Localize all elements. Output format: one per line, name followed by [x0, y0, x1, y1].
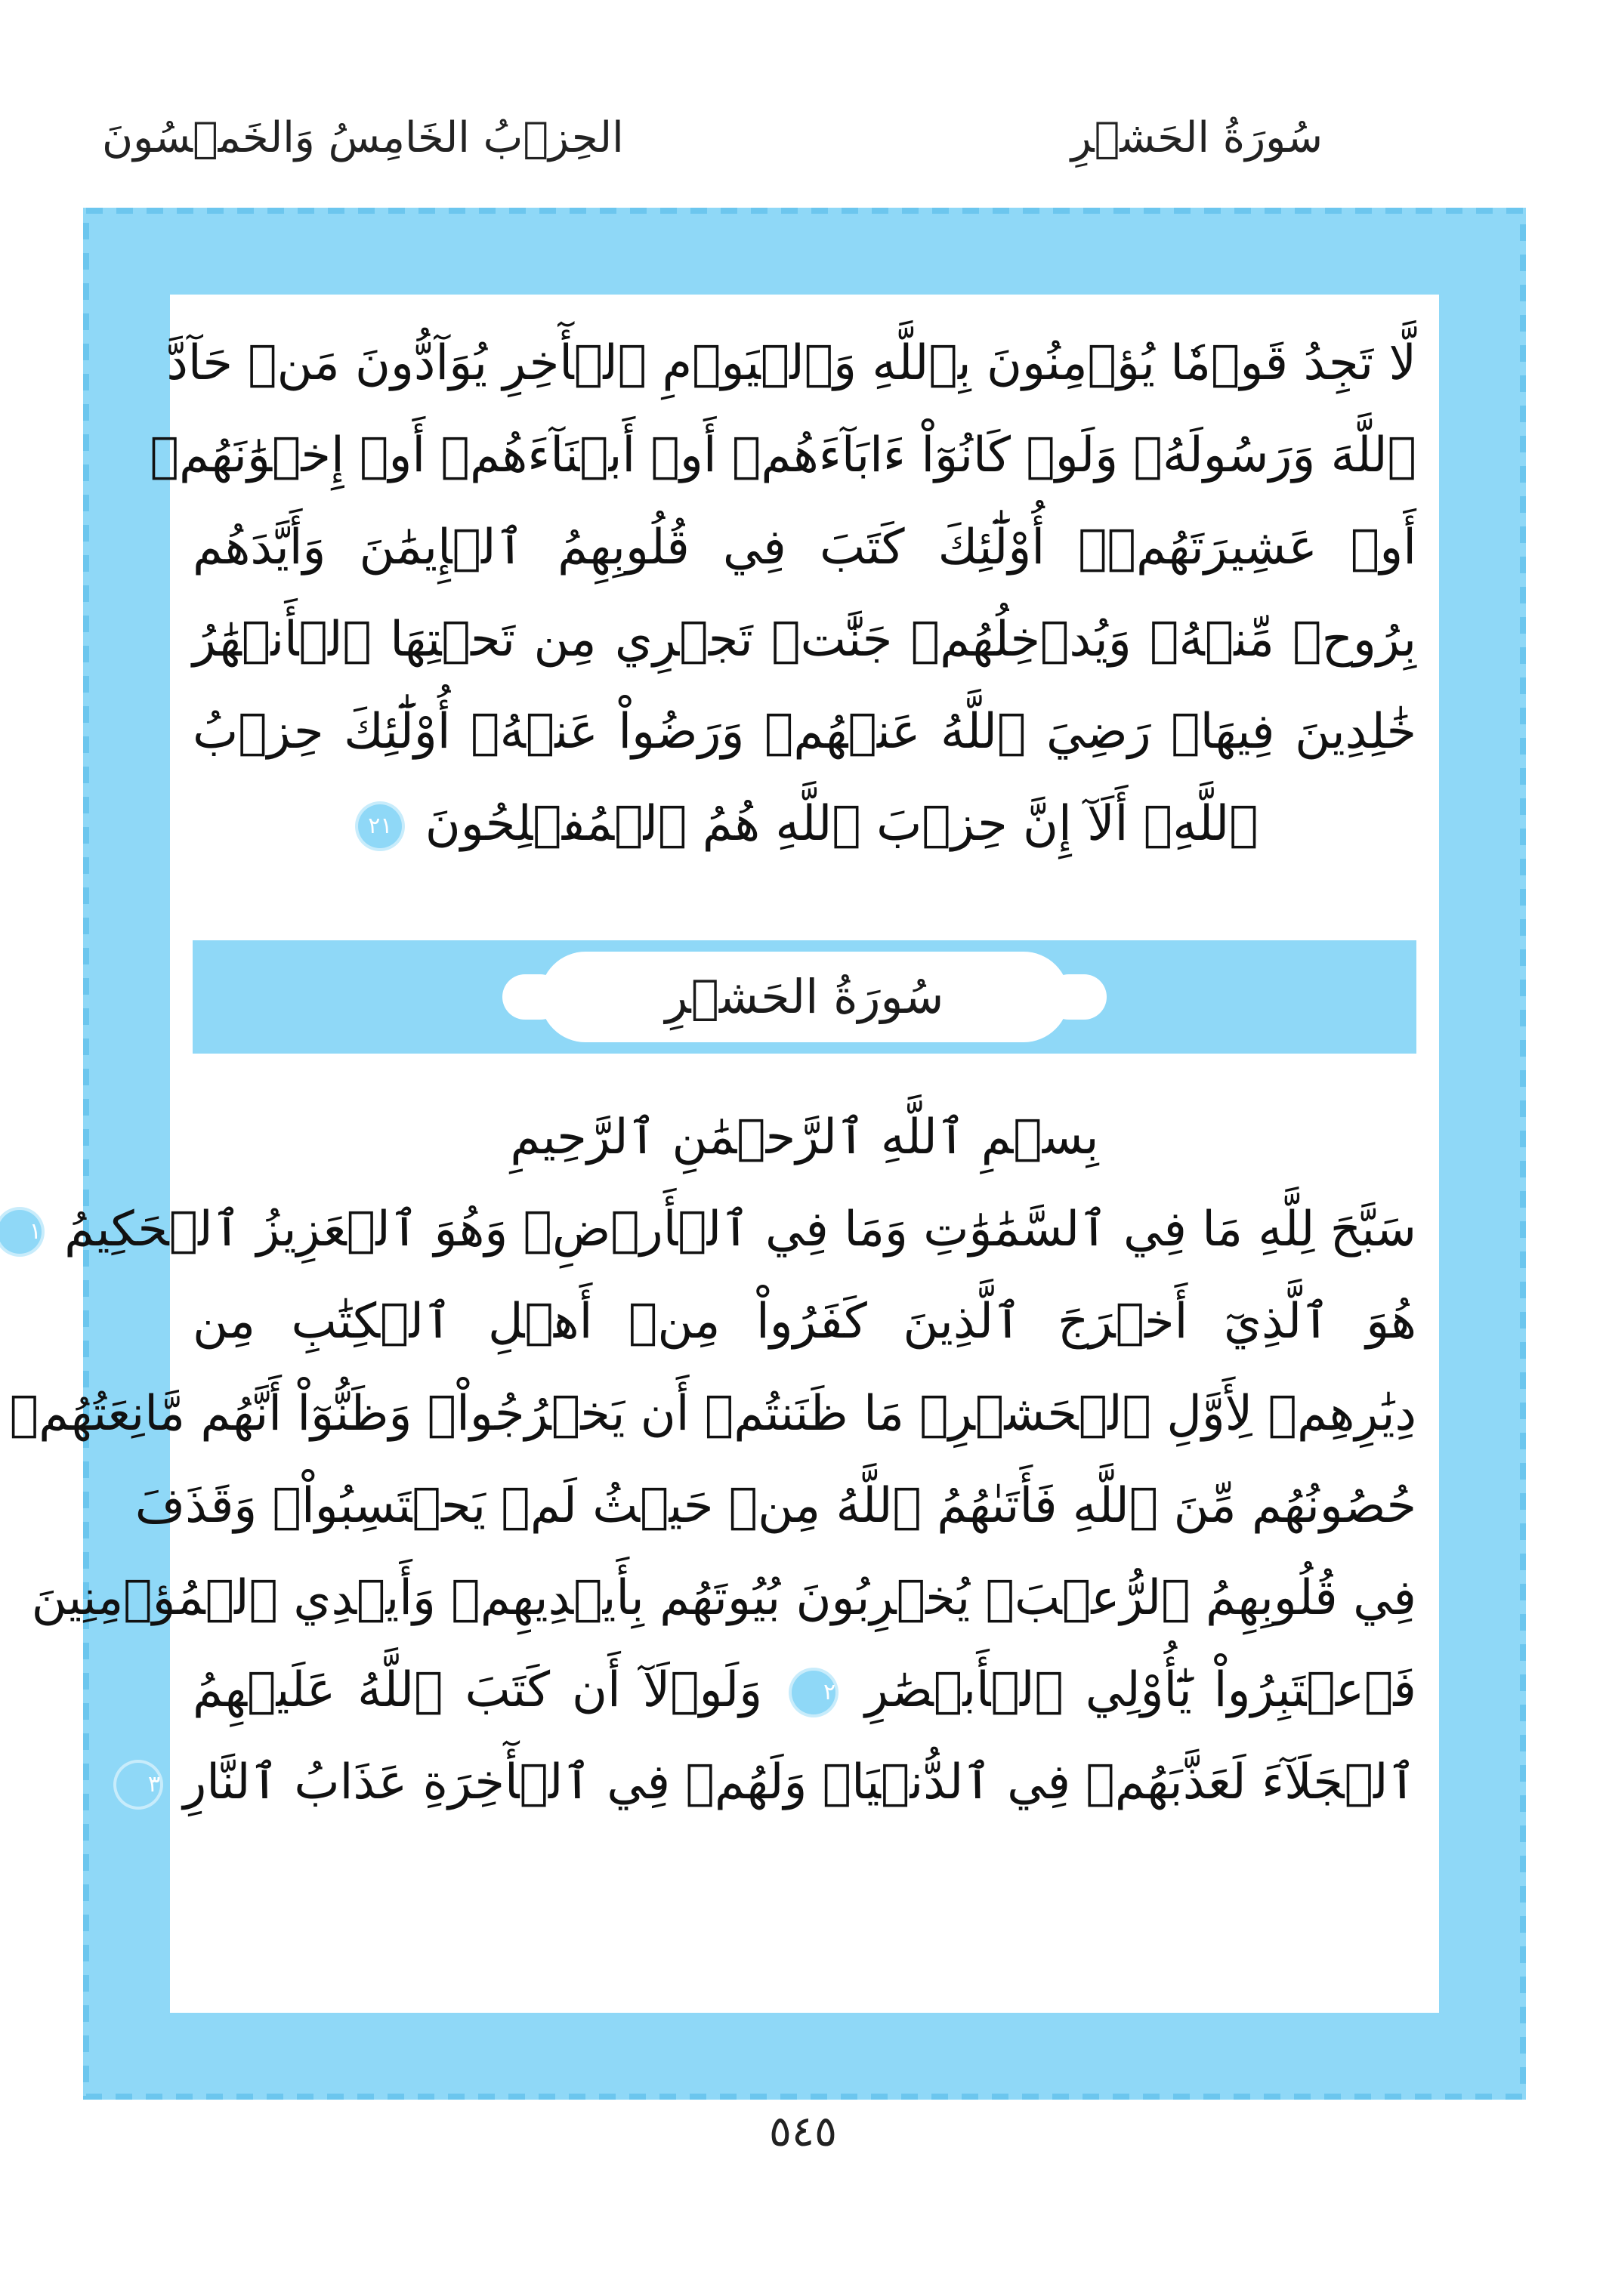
verse-line: حُصُونُهُم مِّنَ ٱللَّهِ فَأَتَىٰهُمُ ٱللَّهُ مِنۡ حَيۡثُ لَمۡ يَحۡتَسِبُواْۖ وَقَذَفَ	[134, 1478, 1416, 1534]
verse-text: ٱلۡجَلَآءَ لَعَذَّبَهُمۡ فِي ٱلدُّنۡيَاۖ وَلَهُمۡ فِي ٱلۡأٓخِرَةِ عَذَابُ ٱلنَّارِ	[183, 1754, 1416, 1810]
verse-line	[147, 1736, 1416, 1828]
verse-end-marker: ٣	[116, 1763, 160, 1807]
verse-line: لَّا تَجِدُ قَوۡمٗا يُؤۡمِنُونَ بِٱللَّهِ وَٱلۡيَوۡمِ ٱلۡأٓخِرِ يُوَآدُّونَ مَنۡ حَآدَّ	[166, 335, 1416, 391]
verse-line: هُوَ ٱلَّذِيٓ أَخۡرَجَ ٱلَّذِينَ كَفَرُواْ مِنۡ أَهۡلِ ٱلۡكِتَٰبِ مِن	[193, 1294, 1416, 1350]
verse-end-marker: ٢	[792, 1671, 835, 1714]
verse-line: بِرُوحٖ مِّنۡهُۖ وَيُدۡخِلُهُمۡ جَنَّٰتٖ تَجۡرِي مِن تَحۡتِهَا ٱلۡأَنۡهَٰرُ	[193, 612, 1416, 668]
verses-bottom-block	[9, 1091, 1416, 1828]
surah-title: سُورَةُ الحَشۡرِ	[665, 969, 944, 1024]
verse-line	[29, 1183, 1416, 1276]
verse-line-last	[193, 778, 1416, 870]
verse-text: فَٱعۡتَبِرُواْ يَٰٓأُوْلِي ٱلۡأَبۡصَٰرِ	[865, 1662, 1416, 1718]
verse-end-marker: ٢١	[358, 804, 402, 848]
verse-end-marker: ١	[0, 1210, 42, 1254]
surah-banner	[193, 940, 1416, 1054]
page-number: ٥٤٥	[768, 2107, 838, 2156]
ornamental-frame	[9, 208, 1526, 2100]
hizb-header: الحِزۡبُ الخَامِسُ وَالخَمۡسُونَ	[102, 113, 624, 162]
basmala: بِسۡمِ ٱللَّهِ ٱلرَّحۡمَٰنِ ٱلرَّحِيمِ	[510, 1109, 1099, 1165]
verse-line	[193, 1644, 1416, 1736]
verse-text: ٱللَّهِۚ أَلَآ إِنَّ حِزۡبَ ٱللَّهِ هُمُ ٱلۡمُفۡلِحُونَ	[425, 796, 1259, 852]
verse-line: فِي قُلُوبِهِمُ ٱلرُّعۡبَۚ يُخۡرِبُونَ بُيُوتَهُم بِأَيۡدِيهِمۡ وَأَيۡدِي ٱلۡمُؤۡمِنِينَ	[31, 1570, 1416, 1626]
verse-line: ٱللَّهَ وَرَسُولَهُۥ وَلَوۡ كَانُوٓاْ ءَابَآءَهُمۡ أَوۡ أَبۡنَآءَهُمۡ أَوۡ إِخۡوَٰنَهُمۡ	[150, 427, 1416, 483]
verse-text: سَبَّحَ لِلَّهِ مَا فِي ٱلسَّمَٰوَٰتِ وَمَا فِي ٱلۡأَرۡضِۖ وَهُوَ ٱلۡعَزِيزُ ٱلۡحَكِيمُ	[64, 1202, 1416, 1258]
verse-text: وَلَوۡلَآ أَن كَتَبَ ٱللَّهُ عَلَيۡهِمُ	[193, 1662, 763, 1718]
verses-top-block	[150, 317, 1416, 870]
verse-line: دِيَٰرِهِمۡ لِأَوَّلِ ٱلۡحَشۡرِۚ مَا ظَنَنتُمۡ أَن يَخۡرُجُواْۖ وَظَنُّوٓاْ أَنَّهُم مَّانِعَتُهُمۡ	[9, 1386, 1416, 1442]
text-panel	[9, 295, 1439, 2013]
verse-line: أَوۡ عَشِيرَتَهُمۡۚ أُوْلَٰٓئِكَ كَتَبَ فِي قُلُوبِهِمُ ٱلۡإِيمَٰنَ وَأَيَّدَهُم	[193, 520, 1416, 576]
surah-cartouche	[540, 952, 1069, 1042]
verse-line: خَٰلِدِينَ فِيهَاۚ رَضِيَ ٱللَّهُ عَنۡهُمۡ وَرَضُواْ عَنۡهُۚ أُوْلَٰٓئِكَ حِزۡبُ	[193, 704, 1416, 760]
surah-header: سُورَةُ الحَشۡرِ	[1070, 113, 1323, 162]
